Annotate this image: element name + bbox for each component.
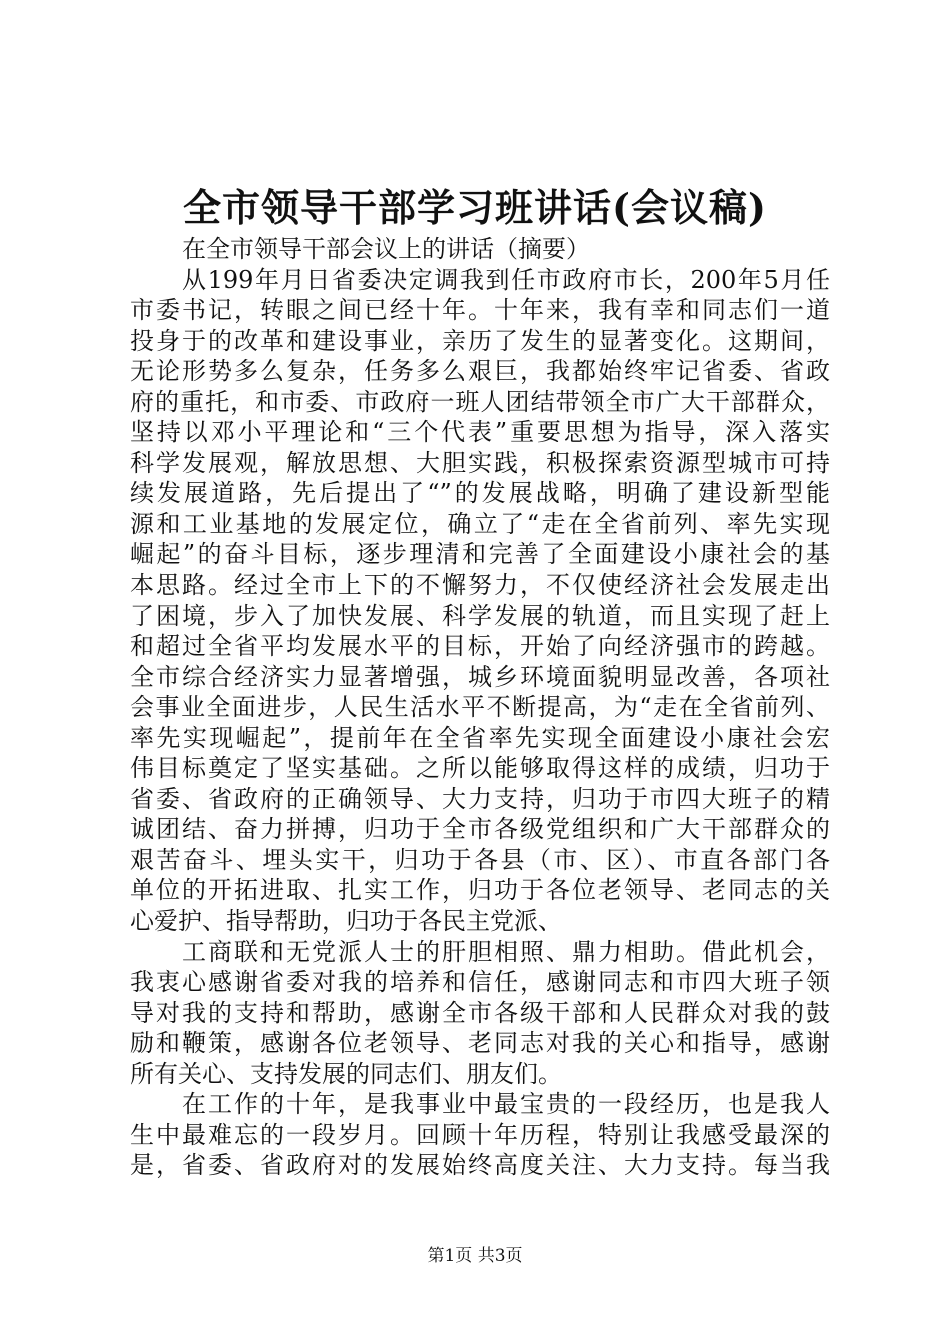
text-line: 无论形势多么复杂，任务多么艰巨，我都始终牢记省委、省政 — [130, 357, 830, 386]
text-line: 导对我的支持和帮助，感谢全市各级干部和人民群众对我的鼓 — [130, 998, 830, 1027]
text-line: 会事业全面进步，人民生活水平不断提高，为“走在全省前列、 — [130, 693, 830, 722]
text-line: 了困境，步入了加快发展、科学发展的轨道，而且实现了赶上 — [130, 601, 830, 630]
text-line: 府的重托，和市委、市政府一班人团结带领全市广大干部群众， — [130, 387, 830, 416]
page-footer: 第1页 共3页 — [427, 1246, 523, 1266]
text-line: 所有关心、支持发展的同志们、朋友们。 — [130, 1059, 562, 1088]
text-line: 崛起”的奋斗目标，逐步理清和完善了全面建设小康社会的基 — [130, 540, 830, 569]
text-line: 在工作的十年，是我事业中最宝贵的一段经历，也是我人 — [182, 1090, 830, 1119]
text-line: 是，省委、省政府对的发展始终高度关注、大力支持。每当我 — [130, 1151, 830, 1180]
text-line: 全市综合经济实力显著增强，城乡环境面貌明显改善，各项社 — [130, 662, 830, 691]
text-line: 生中最难忘的一段岁月。回顾十年历程，特别让我感受最深的 — [130, 1120, 830, 1149]
text-line: 本思路。经过全市上下的不懈努力，不仅使经济社会发展走出 — [130, 571, 830, 600]
text-line: 心爱护、指导帮助，归功于各民主党派、 — [130, 907, 562, 936]
document-title: 全市领导干部学习班讲话(会议稿) — [183, 185, 767, 230]
text-line: 我衷心感谢省委对我的培养和信任，感谢同志和市四大班子领 — [130, 968, 830, 997]
text-line: 和超过全省平均发展水平的目标，开始了向经济强市的跨越。 — [130, 632, 830, 661]
text-line: 坚持以邓小平理论和“三个代表”重要思想为指导，深入落实 — [130, 418, 830, 447]
text-line: 续发展道路，先后提出了“”的发展战略，明确了建设新型能 — [130, 479, 830, 508]
text-line: 单位的开拓进取、扎实工作，归功于各位老领导、老同志的关 — [130, 876, 830, 905]
text-line: 工商联和无党派人士的肝胆相照、鼎力相助。借此机会， — [182, 937, 830, 966]
text-line: 省委、省政府的正确领导、大力支持，归功于市四大班子的精 — [130, 784, 830, 813]
text-line: 伟目标奠定了坚实基础。之所以能够取得这样的成绩，归功于 — [130, 754, 830, 783]
text-line: 诚团结、奋力拼搏，归功于全市各级党组织和广大干部群众的 — [130, 815, 830, 844]
text-line: 市委书记，转眼之间已经十年。十年来，我有幸和同志们一道 — [130, 296, 830, 325]
document-body — [130, 234, 830, 1181]
text-line: 率先实现崛起”，提前年在全省率先实现全面建设小康社会宏 — [130, 723, 830, 752]
text-line: 科学发展观，解放思想、大胆实践，积极探索资源型城市可持 — [130, 448, 830, 477]
text-line: 艰苦奋斗、埋头实干，归功于各县（市、区）、市直各部门各 — [130, 845, 830, 874]
text-line: 投身于的改革和建设事业，亲历了发生的显著变化。这期间， — [130, 326, 830, 355]
text-line: 从199年月日省委决定调我到任市政府市长，200年5月任 — [182, 265, 830, 294]
text-line: 励和鞭策，感谢各位老领导、老同志对我的关心和指导，感谢 — [130, 1029, 830, 1058]
text-line: 在全市领导干部会议上的讲话（摘要） — [182, 235, 590, 263]
text-line: 源和工业基地的发展定位，确立了“走在全省前列、率先实现 — [130, 509, 830, 538]
